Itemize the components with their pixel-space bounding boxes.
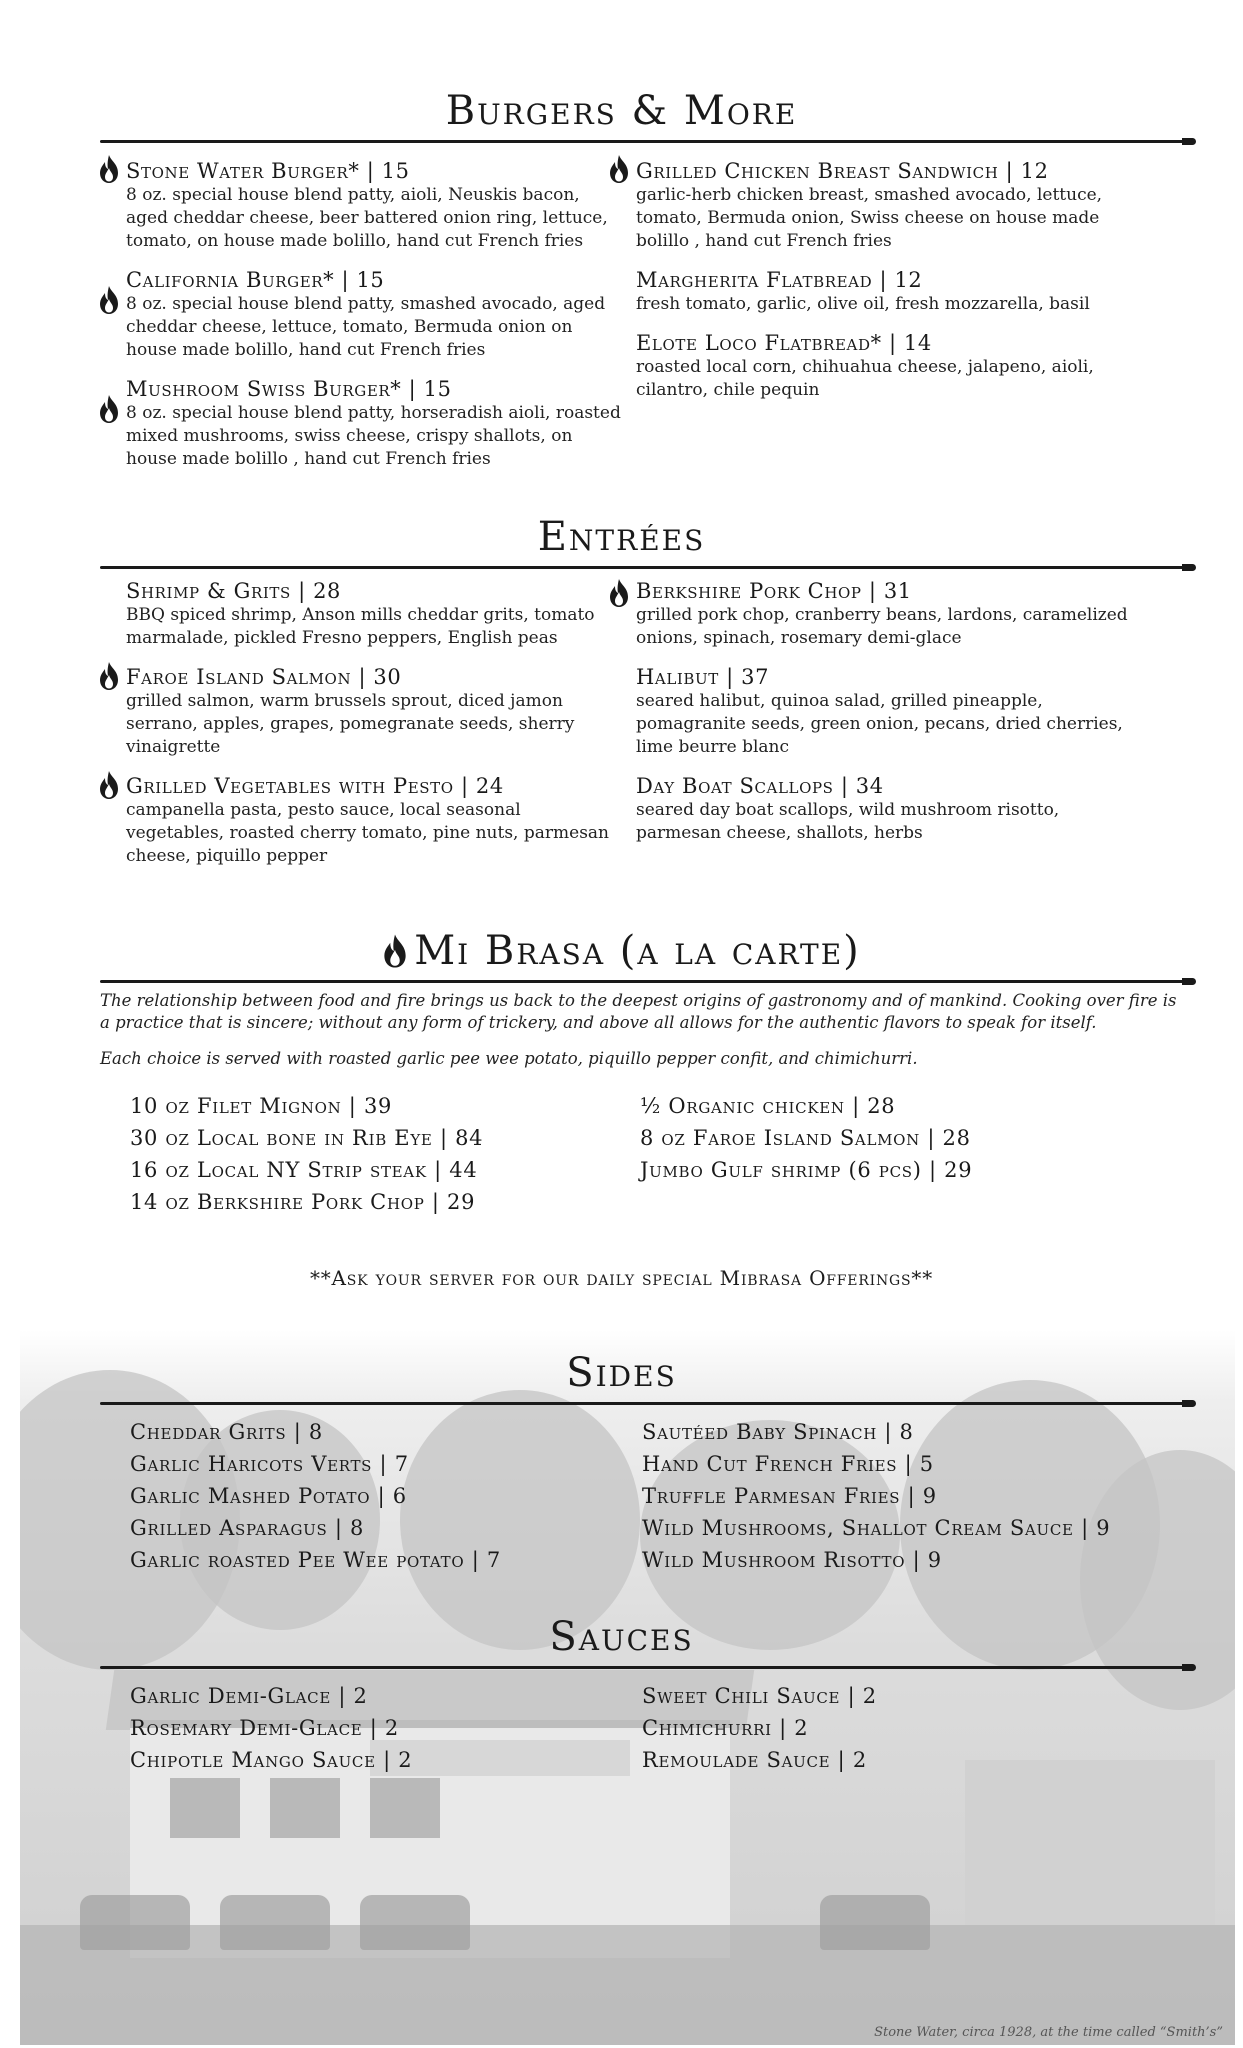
list-item: Garlic Haricots Verts | 7 [130,1452,409,1476]
menu-item [636,158,1131,253]
section-divider [100,1666,1190,1669]
mibrasa-right-list [640,1090,972,1186]
list-item: Hand Cut French Fries | 5 [642,1452,934,1476]
item-description: seared day boat scallops, wild mushroom risotto, parmesan cheese, shallots, herbs [636,800,1060,843]
item-name: Shrimp & Grits | 28 [126,579,342,603]
section-divider [100,980,1190,983]
list-item: Rosemary Demi-Glace | 2 [130,1716,399,1740]
section-title-burgers: Burgers & More [445,88,798,134]
section-title-mibrasa [0,928,1243,979]
item-name: Grilled Chicken Breast Sandwich | 12 [636,159,1049,183]
menu-item [126,578,621,650]
mibrasa-left-list [130,1090,483,1218]
sides-left-list [130,1416,501,1576]
flame-icon [608,154,630,184]
flame-icon [98,285,120,315]
item-description: campanella pasta, pesto sauce, local seasonal vegetables, roasted cherry tomato, pine nuts, parmesan cheese, piquillo pepper [126,800,609,866]
item-description: 8 oz. special house blend patty, smashed avocado, aged cheddar cheese, lettuce, tomato, Bermuda onion on house made bolillo, hand cut French fries [126,294,606,360]
item-name: Grilled Vegetables with Pesto | 24 [126,774,504,798]
item-description: grilled salmon, warm brussels sprout, diced jamon serrano, apples, grapes, pomegranate seeds, sherry vinaigrette [126,691,575,757]
entrees-left-column [126,578,621,882]
list-item: Garlic Mashed Potato | 6 [130,1484,407,1508]
item-description: garlic-herb chicken breast, smashed avocado, lettuce, tomato, Bermuda onion, Swiss cheese on house made bolillo , hand cut French fries [636,185,1103,251]
entrees-right-column [636,578,1131,859]
list-item: Sautéed Baby Spinach | 8 [642,1420,914,1444]
sauces-left-list [130,1680,412,1776]
menu-item [126,158,621,253]
photo-caption: Stone Water, circa 1928, at the time called “Smith’s” [874,2025,1223,2040]
item-name: Faroe Island Salmon | 30 [126,665,402,689]
list-item: ½ Organic chicken | 28 [640,1094,896,1118]
item-description: seared halibut, quinoa salad, grilled pineapple, pomagranite seeds, green onion, pecans, dried cherries, lime beurre blanc [636,691,1123,757]
list-item: Chimichurri | 2 [642,1716,809,1740]
item-description: roasted local corn, chihuahua cheese, jalapeno, aioli, cilantro, chile pequin [636,357,1094,400]
item-name: Day Boat Scallops | 34 [636,774,884,798]
item-description: grilled pork chop, cranberry beans, lardons, caramelized onions, spinach, rosemary demi-glace [636,605,1128,648]
flame-icon [98,154,120,184]
burgers-left-column [126,158,621,485]
list-item: Jumbo Gulf shrimp (6 pcs) | 29 [640,1158,973,1182]
item-name: Mushroom Swiss Burger* | 15 [126,377,452,401]
item-description: fresh tomato, garlic, olive oil, fresh mozzarella, basil [636,294,1090,314]
menu-item [636,773,1131,845]
list-item: 16 oz Local NY Strip steak | 44 [130,1158,478,1182]
flame-icon [98,394,120,424]
list-item: Grilled Asparagus | 8 [130,1516,365,1540]
mibrasa-special-note: **Ask your server for our daily special Mibrasa Offerings** [309,1266,934,1290]
list-item: Chipotle Mango Sauce | 2 [130,1748,413,1772]
section-title-sides: Sides [566,1350,677,1396]
section-title-sauces: Sauces [549,1614,694,1660]
item-name: Elote Loco Flatbread* | 14 [636,331,932,355]
item-name: Halibut | 37 [636,665,770,689]
section-divider [100,140,1190,143]
item-description: 8 oz. special house blend patty, aioli, Neuskis bacon, aged cheddar cheese, beer battered onion ring, lettuce, tomato, on house made bolillo, hand cut French fries [126,185,608,251]
flame-icon [98,770,120,800]
menu-item [636,267,1131,316]
item-name: Berkshire Pork Chop | 31 [636,579,912,603]
menu-item [126,376,621,471]
mibrasa-intro: The relationship between food and fire brings us back to the deepest origins of gastronomy and of mankind. Cooking over fire is a practice that is sincere; without any form of trickery, and above all allows for the authentic flavors to speak for itself. [100,991,1177,1032]
list-item: Cheddar Grits | 8 [130,1420,323,1444]
list-item: Sweet Chili Sauce | 2 [642,1684,877,1708]
mibrasa-title-text: Mi Brasa (a la carte) [414,928,861,974]
section-divider [100,1402,1190,1405]
list-item: 30 oz Local bone in Rib Eye | 84 [130,1126,484,1150]
item-name: Stone Water Burger* | 15 [126,159,410,183]
item-description: BBQ spiced shrimp, Anson mills cheddar grits, tomato marmalade, pickled Fresno peppers, English peas [126,605,595,648]
menu-item [126,773,621,868]
flame-icon [382,933,408,969]
flame-icon [98,661,120,691]
sauces-right-list [642,1680,877,1776]
item-name: Margherita Flatbread | 12 [636,268,923,292]
list-item: Wild Mushrooms, Shallot Cream Sauce | 9 [642,1516,1111,1540]
list-item: Remoulade Sauce | 2 [642,1748,867,1772]
list-item: 14 oz Berkshire Pork Chop | 29 [130,1190,476,1214]
menu-item [636,664,1131,759]
list-item: Garlic Demi-Glace | 2 [130,1684,368,1708]
menu-item [126,664,621,759]
flame-icon [608,578,630,608]
menu-item [636,578,1131,650]
list-item: Wild Mushroom Risotto | 9 [642,1548,942,1572]
section-title-entrees: Entrées [537,514,706,560]
item-name: California Burger* | 15 [126,268,385,292]
burgers-right-column [636,158,1131,416]
menu-item [636,330,1131,402]
item-description: 8 oz. special house blend patty, horseradish aioli, roasted mixed mushrooms, swiss cheese, crispy shallots, on house made bolillo , hand cut French fries [126,403,621,469]
list-item: Truffle Parmesan Fries | 9 [642,1484,937,1508]
list-item: Garlic roasted Pee Wee potato | 7 [130,1548,501,1572]
sides-right-list [642,1416,1110,1576]
section-divider [100,566,1190,569]
list-item: 8 oz Faroe Island Salmon | 28 [640,1126,971,1150]
list-item: 10 oz Filet Mignon | 39 [130,1094,393,1118]
menu-item [126,267,621,362]
mibrasa-note: Each choice is served with roasted garlic pee wee potato, piquillo pepper confit, and chimichurri. [100,1049,918,1068]
